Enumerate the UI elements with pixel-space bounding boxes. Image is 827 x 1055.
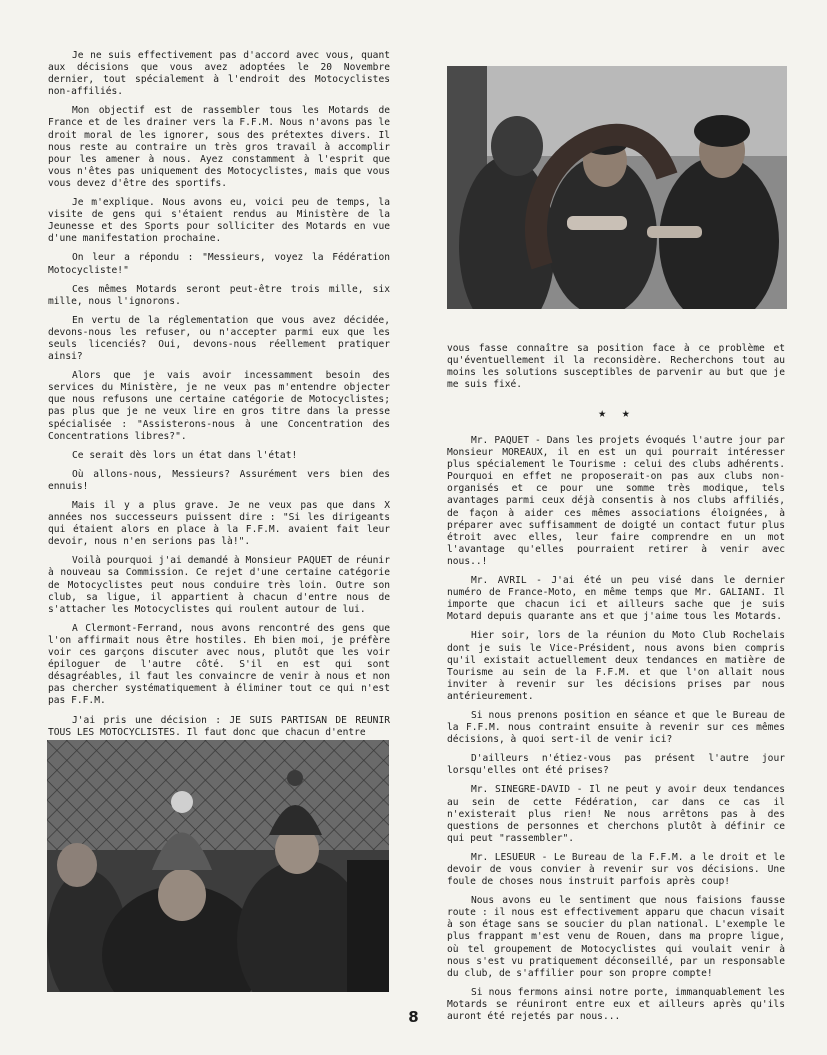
paragraph: Si nous fermons ainsi notre porte, immanquablement les Motards se réuniront entre eux et ailleurs après qu'ils auront été rejetés par nous... [447,986,785,1023]
paragraph: D'ailleurs n'étiez-vous pas présent l'autre jour lorsqu'elles ont été prises? [447,753,785,777]
photo-riders-at-fence-image [47,740,389,992]
paragraph: J'ai pris une décision : JE SUIS PARTISAN DE REUNIR TOUS LES MOTOCYCLISTES. Il faut donc que chacun d'entre [48,714,390,738]
paragraph: Voilà pourquoi j'ai demandé à Monsieur PAQUET de réunir à nouveau sa Commission. Ce rejet d'une certaine catégorie de Motocyclistes peut nous conduire très loin. Outre son club, sa ligue, il appartient à chacun d'entre nous de s'attacher les Motocyclistes qui roulent autour de lui. [48,555,390,615]
paragraph: Mon objectif est de rassembler tous les Motards de France et de les drainer vers la F.F.M. Nous n'avons pas le droit moral de les ignorer, sous des prétextes divers. Il nous reste au contraire un très gros travail à accomplir pour les amener à nous. Ayez constamment à l'esprit que vous n'êtes pas uniquement des Motocyclistes, mais que vous vous devez d'être des sportifs. [48,105,390,189]
paragraph: A Clermont-Ferrand, nous avons rencontré des gens que l'on affirmait nous être hostiles. Eh bien moi, je préfère voir ces garçons discuter avec nous, plutôt que les voir épiloguer de l'autre côté. S'il en est qui sont désagréables, il faut les convaincre de venir à nous et non pas chercher systématiquement à éliminer tout ce qui n'est pas F.F.M. [48,622,390,707]
paragraph: Je ne suis effectivement pas d'accord avec vous, quant aux décisions que vous avez adoptées le 20 Novembre dernier, tout spécialement à l'endroit des Motocyclistes non-affiliés. [48,50,390,98]
paragraph: Mais il y a plus grave. Je ne veux pas que dans X années nos successeurs puissent dire : "Si les dirigeants qui étaient alors en place à la F.F.M. avaient fait leur devoir, nous n'en serions pas là!". [48,500,390,548]
paragraph: Mr. SINEGRE-DAVID - Il ne peut y avoir deux tendances au sein de cette Fédération, car dans ce cas il n'existerait plus rien! Ne nous arrêtons pas à des questions de personnes et cherchons plutôt à définir ce qui peut "rassembler". [447,784,785,844]
paragraph: Si nous prenons position en séance et que le Bureau de la F.F.M. nous contraint ensuite à revenir sur ces mêmes décisions, à quoi sert-il de venir ici? [447,709,785,746]
paragraph: Mr. LESUEUR - Le Bureau de la F.F.M. a le droit et le devoir de vous convier à revenir sur vos décisions. Une foule de choses nous instruit parfois après coup! [447,851,785,888]
paragraph: Mr. AVRIL - J'ai été un peu visé dans le dernier numéro de France-Moto, en même temps que Mr. GALIANI. Il importe que chacun ici et ailleurs sache que je suis Motard depuis quarante ans et que j'aime tous les Motards. [447,575,785,623]
photo-riders-with-tire [447,66,787,309]
photo-riders-at-fence [47,740,389,992]
paragraph: Nous avons eu le sentiment que nous faisions fausse route : il nous est effectivement apparu que chacun visait à son étage sans se soucier du plan national. L'exemple le plus frappant m'est venu de Rouen, dans ma propre ligue, où tel groupement de Motocyclistes qui voulait venir à nous s'est vu pratiquement déconseillé, par un responsable du club, de s'affilier pour son propre compte! [447,895,785,979]
paragraph: Alors que je vais avoir incessamment besoin des services du Ministère, je ne veux pas m'entendre objecter que nous refusons une certaine catégorie de Motocyclistes; pas plus que je ne veux lire en gros titre dans la presse spécialisée : "Assisterons-nous à une Concentration des Concentrations libres?". [48,370,390,442]
paragraph: Mr. PAQUET - Dans les projets évoqués l'autre jour par Monsieur MOREAUX, il en est un qui pourrait intéresser plus spécialement le Tourisme : celui des clubs adhérents. Pourquoi en effet ne proposerait-on pas aux clubs non-organisés et ce pour une somme très modique, tels avantages parmi ceux déjà consentis à nos clubs affiliés, de façon à aider ces mêmes associations éloignées, à préparer avec suffisamment de doigté un contact futur plus étroit avec elles, leur faire comprendre en un mot l'avantage qu'elles pourraient retirer à venir avec nous..! [447,435,785,567]
article-right-column [447,435,785,1030]
paragraph: En vertu de la réglementation que vous avez décidée, devons-nous les refuser, ou n'accepter parmi eux que les seuls licenciés? Oui, devons-nous réellement pratiquer ainsi? [48,314,390,363]
paragraph: Où allons-nous, Messieurs? Assurément vers bien des ennuis! [48,468,390,492]
article-right-column-top [447,343,785,398]
section-separator-stars: ★ ★ [598,406,634,421]
paragraph: Ce serait dès lors un état dans l'état! [72,449,298,461]
page-number: 8 [408,1008,419,1026]
article-left-column [48,50,390,746]
paragraph: Je m'explique. Nous avons eu, voici peu de temps, la visite de gens qui s'étaient rendus au Ministère de la Jeunesse et des Sports pour solliciter des Motards en vue d'une manifestation prochaine. [48,197,390,245]
paragraph: Hier soir, lors de la réunion du Moto Club Rochelais dont je suis le Vice-Président, nous avons bien compris qu'il existait actuellement deux tendances en matière de Tourisme au sein de la F.F.M. et que l'on allait nous inviter à revenir sur les décisions prises par nous antérieurement. [447,630,785,702]
photo-riders-with-tire-image [447,66,787,309]
paragraph: Ces mêmes Motards seront peut-être trois mille, six mille, nous l'ignorons. [48,283,390,307]
paragraph: On leur a répondu : "Messieurs, voyez la Fédération Motocycliste!" [48,252,390,276]
paragraph: vous fasse connaître sa position face à ce problème et qu'éventuellement il la reconsidère. Recherchons tout au moins les solutions susceptibles de parvenir au but que je me suis fixé. [447,343,785,391]
